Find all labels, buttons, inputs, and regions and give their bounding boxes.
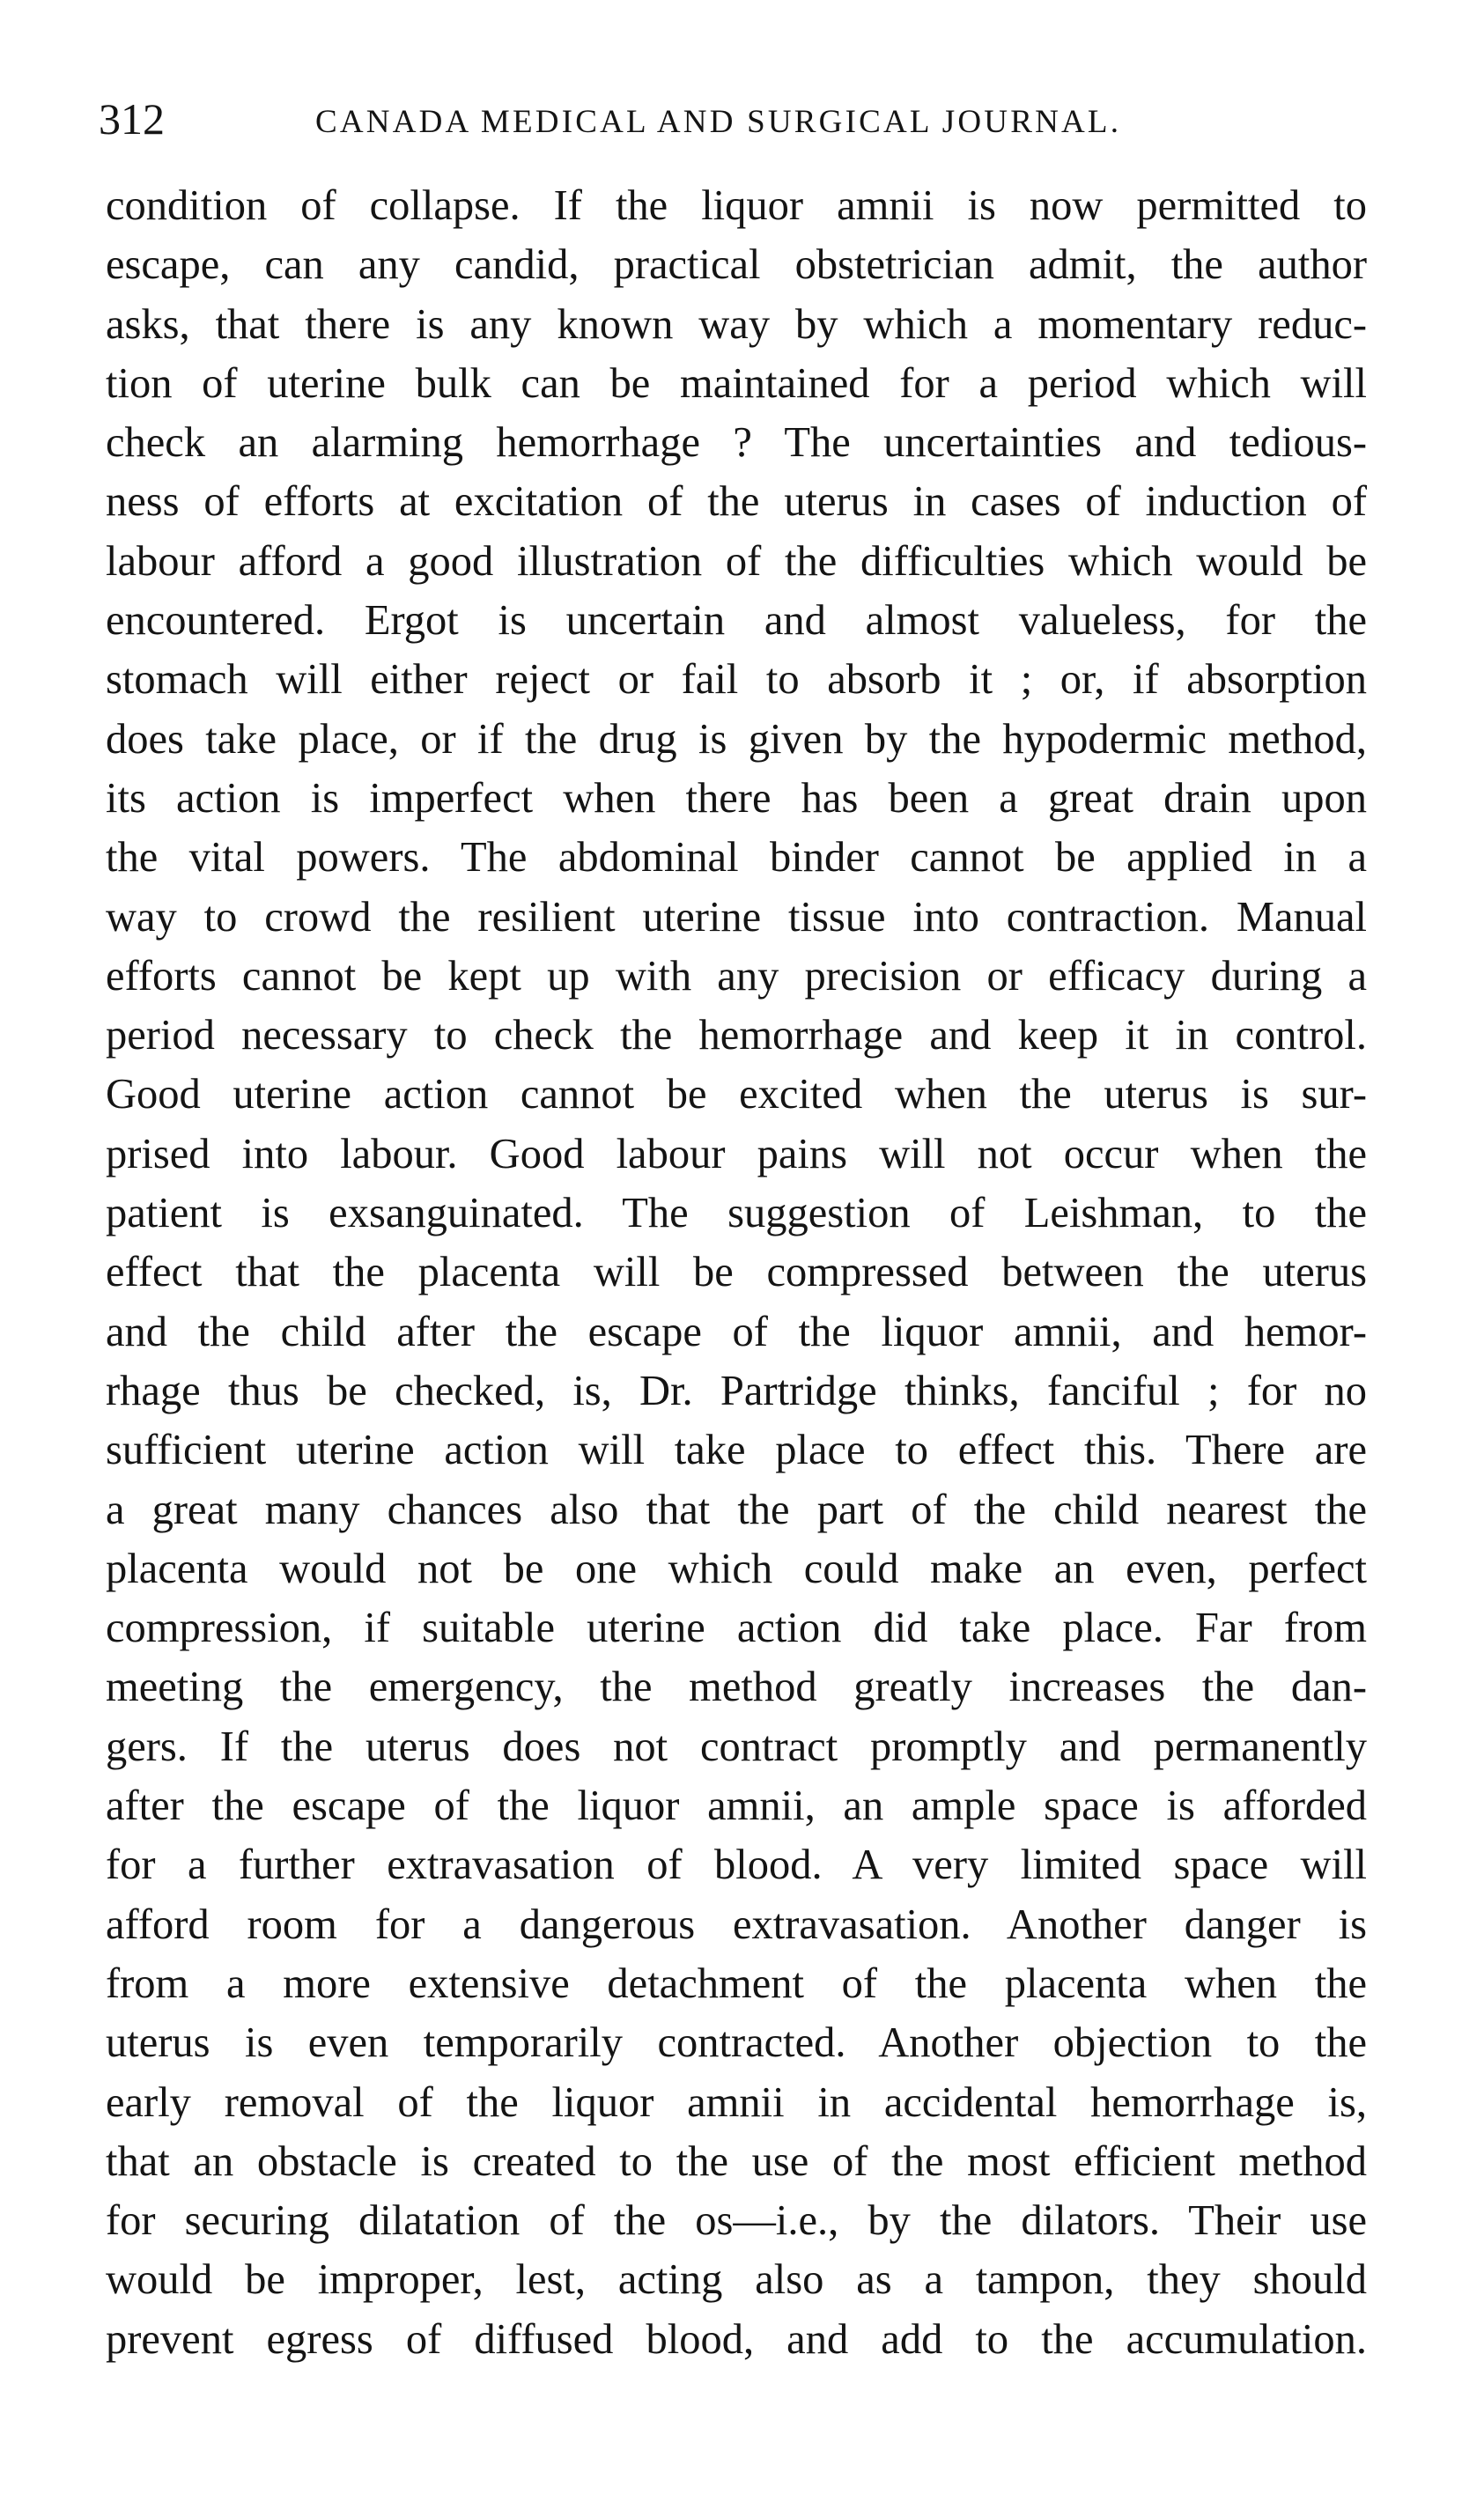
text-line: compression, if suitable uterine action did take place. Far from bbox=[106, 1605, 1367, 1652]
running-head bbox=[99, 88, 1367, 150]
text-line: escape, can any candid, practical obstetrician admit, the author bbox=[106, 241, 1367, 289]
text-line: does take place, or if the drug is given by the hypodermic method, bbox=[106, 715, 1367, 763]
journal-title: CANADA MEDICAL AND SURGICAL JOURNAL. bbox=[315, 104, 1122, 140]
text-line: for a further extravasation of blood. A very limited space will bbox=[106, 1841, 1367, 1889]
text-line: gers. If the uterus does not contract promptly and permanently bbox=[106, 1723, 1367, 1770]
text-line: efforts cannot be kept up with any precision or efficacy during a bbox=[106, 952, 1367, 1000]
text-line: for securing dilatation of the os—i.e., by the dilators. Their use bbox=[106, 2197, 1367, 2245]
text-line: that an obstacle is created to the use of the most efficient method bbox=[106, 2137, 1367, 2185]
text-line: rhage thus be checked, is, Dr. Partridge thinks, fanciful ; for no bbox=[106, 1367, 1367, 1414]
text-line: way to crowd the resilient uterine tissue into contraction. Manual bbox=[106, 893, 1367, 941]
text-line: and the child after the escape of the liquor amnii, and hemor- bbox=[106, 1308, 1367, 1355]
text-line: a great many chances also that the part of the child nearest the bbox=[106, 1486, 1367, 1533]
text-line: its action is imperfect when there has been a great drain upon bbox=[106, 774, 1367, 822]
text-line: early removal of the liquor amnii in accidental hemorrhage is, bbox=[106, 2078, 1367, 2126]
text-line: prised into labour. Good labour pains will not occur when the bbox=[106, 1130, 1367, 1177]
text-line: prevent egress of diffused blood, and add to the accumulation. bbox=[106, 2315, 1367, 2363]
text-line: patient is exsanguinated. The suggestion of Leishman, to the bbox=[106, 1190, 1367, 1237]
text-line: meeting the emergency, the method greatly increases the dan- bbox=[106, 1664, 1367, 1711]
text-line: the vital powers. The abdominal binder cannot be applied in a bbox=[106, 834, 1367, 882]
text-line: tion of uterine bulk can be maintained for a period which will bbox=[106, 359, 1367, 407]
text-line: period necessary to check the hemorrhage and keep it in control. bbox=[106, 1012, 1367, 1059]
text-line: placenta would not be one which could make an even, perfect bbox=[106, 1545, 1367, 1592]
text-line: sufficient uterine action will take place to effect this. There are bbox=[106, 1427, 1367, 1474]
page-number: 312 bbox=[99, 94, 165, 144]
text-line: after the escape of the liquor amnii, an ample space is afforded bbox=[106, 1782, 1367, 1830]
text-line: encountered. Ergot is uncertain and almost valueless, for the bbox=[106, 597, 1367, 645]
text-line: Good uterine action cannot be excited when the uterus is sur- bbox=[106, 1071, 1367, 1118]
text-line: ness of efforts at excitation of the uterus in cases of induction of bbox=[106, 478, 1367, 526]
text-line: check an alarming hemorrhage ? The uncertainties and tedious- bbox=[106, 419, 1367, 467]
text-line: stomach will either reject or fail to absorb it ; or, if absorption bbox=[106, 656, 1367, 704]
body-text bbox=[106, 176, 1367, 2369]
text-line: afford room for a dangerous extravasation. Another danger is bbox=[106, 1900, 1367, 1948]
text-line: asks, that there is any known way by which a momentary reduc- bbox=[106, 300, 1367, 348]
text-line: from a more extensive detachment of the placenta when the bbox=[106, 1960, 1367, 2007]
text-line: uterus is even temporarily contracted. Another objection to the bbox=[106, 2019, 1367, 2067]
text-line: condition of collapse. If the liquor amnii is now permitted to bbox=[106, 182, 1367, 229]
text-line: labour afford a good illustration of the difficulties which would be bbox=[106, 537, 1367, 585]
text-line: effect that the placenta will be compressed between the uterus bbox=[106, 1249, 1367, 1296]
text-line: would be improper, lest, acting also as a tampon, they should bbox=[106, 2256, 1367, 2304]
